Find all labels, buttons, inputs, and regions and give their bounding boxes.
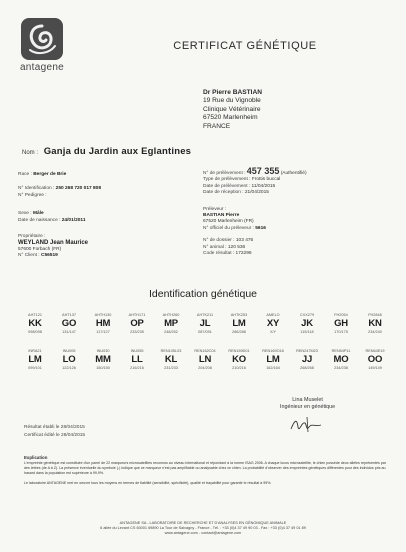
recipient-line: 67520 Marlenheim: [203, 114, 258, 122]
naissance-label: Date de naissance :: [18, 217, 61, 223]
marker-genotype: KN: [368, 318, 382, 329]
marker-code: AHTK211: [196, 313, 214, 317]
marker-genotype: LN: [198, 354, 212, 365]
dossier-value: 103 476: [235, 238, 254, 244]
marker-genotype: OP: [130, 318, 144, 329]
markers-row-1: [18, 312, 392, 335]
marker-genotype: LM: [232, 318, 246, 329]
date-reception-label: Date de réception :: [203, 190, 244, 196]
explication-text: L'empreinte génétique est constituée d'un panel de 22 marqueurs microsatellites reconnus au niveau international et répondant à la norme ISAG 2006. A chaque locus microsatellite, le chien possède deux allèles représentés par des lettres (de A à Z). La présence éventuelle du symbole (-) indique que ce marqueur n'est pas amplifiable ou analysable chez ce chien. La probabilité d'observer des empreintes génétiques différentes pour des individus pris au hasard dans la population est supérieure à 99,9%.: [24, 461, 386, 475]
marker-alleles: 087/091: [198, 330, 212, 334]
marker-cell: [358, 348, 392, 371]
recipient-line: FRANCE: [203, 122, 231, 130]
marker-alleles: 233/235: [130, 330, 144, 334]
marker-genotype: HM: [95, 318, 111, 329]
prelevement-label: N° de prélèvement :: [203, 171, 246, 176]
marker-code: AHTK253: [230, 313, 248, 317]
marker-alleles: 231/233: [164, 366, 178, 370]
identification-value: 250 268 720 017 808: [55, 186, 102, 192]
signer-name: Lina Muselet: [292, 397, 323, 403]
animal-label: N° animal :: [203, 244, 227, 250]
marker-genotype: KK: [28, 318, 42, 329]
ordinal-label: N° officiel du préleveur :: [203, 225, 254, 231]
marker-genotype: GH: [334, 318, 348, 329]
marker-genotype: LO: [62, 354, 76, 365]
marker-code: AHT137: [62, 313, 76, 317]
footer-line-3: www.antagene.com - contact@antagene.com: [164, 531, 242, 536]
sexe-label: Sexe :: [18, 211, 32, 217]
date-etabli: Résultat établi le 28/04/2015: [24, 425, 85, 430]
marker-alleles: 131/147: [62, 330, 76, 334]
date-reception-value: 21/04/2015: [244, 190, 269, 196]
explication-block: [24, 455, 386, 486]
marker-cell: [18, 348, 52, 371]
marker-genotype: MP: [164, 318, 178, 329]
explication-text-2: Le laboratoire ANTAGENE met en oeuvre tous les moyens en termes de fiabilité (sensibilité, spécificité), qualité et traçabilité pour garantir le résultat à 99%.: [24, 481, 272, 485]
client-label: N° Client :: [18, 253, 40, 259]
marker-alleles: 268/268: [300, 366, 314, 370]
marker-alleles: 234/238: [334, 366, 348, 370]
marker-code: AHTH130: [94, 313, 112, 317]
marker-alleles: 099/101: [28, 366, 42, 370]
marker-code: AHT121: [28, 313, 42, 317]
marker-genotype: OO: [367, 354, 383, 365]
marker-cell: [52, 348, 86, 371]
marker-code: REN54P11: [331, 349, 351, 353]
signature-block: [280, 397, 335, 411]
marker-code: INU030: [96, 349, 110, 353]
explication-heading: Explication: [24, 455, 48, 460]
marker-code: FH2054: [334, 313, 348, 317]
marker-code: INU005: [62, 349, 76, 353]
marker-code: AHTH260: [162, 313, 180, 317]
result-dates: [24, 424, 85, 440]
marker-cell: [222, 348, 256, 371]
date-edite: Certificat édité le 28/04/2015: [24, 433, 86, 438]
client-value: C56519: [41, 253, 58, 259]
marker-alleles: 210/216: [232, 366, 246, 370]
marker-alleles: 149/149: [368, 366, 382, 370]
recipient-name: Dr Pierre BASTIAN: [203, 89, 262, 96]
marker-cell: [86, 348, 120, 371]
marker-cell: [18, 312, 52, 335]
marker-cell: [86, 312, 120, 335]
marker-genotype: LM: [266, 354, 280, 365]
marker-cell: [188, 312, 222, 335]
date-prelevement-label: Date de prélèvement :: [203, 183, 251, 189]
dossier-label: N° de dossier :: [203, 238, 235, 244]
proprietaire-city: 57600 Forbach (FR): [18, 246, 62, 252]
marker-code: FH2848: [368, 313, 382, 317]
markers-row-2: [18, 348, 392, 371]
type-value: Frottis buccal: [251, 177, 281, 183]
preleveur-name: BASTIAN Pierre: [203, 213, 240, 219]
preleveur-city: 67520 Marlenheim (FR): [203, 219, 254, 225]
proprietaire-label: Propriétaire :: [18, 234, 46, 240]
marker-alleles: 162/164: [266, 366, 280, 370]
resultat-value: 172296: [235, 251, 252, 257]
marker-cell: [52, 312, 86, 335]
marker-alleles: 216/216: [130, 366, 144, 370]
recipient-address: [203, 89, 262, 131]
marker-cell: [222, 312, 256, 335]
marker-code: INRA21: [28, 349, 42, 353]
marker-code: AHTH171: [128, 313, 146, 317]
section-title: Identification génétique: [149, 288, 257, 300]
marker-genotype: KL: [164, 354, 178, 365]
dog-name-row: [22, 146, 191, 157]
marker-code: AMELO: [266, 313, 280, 317]
footer-line-2: 6 allée du Levant CS 60001 69890 La Tour de Salvagny - France - Tél. : +33 (0)4 37 49 90 03 - Fax : +33 (0)4 37 49 01 89: [100, 526, 306, 531]
race-value: Berger de Brie: [33, 172, 67, 177]
marker-alleles: 248/252: [164, 330, 178, 334]
date-prelevement-value: 11/04/2015: [251, 183, 276, 189]
marker-code: REN247M23: [296, 349, 318, 353]
marker-code: REN105L03: [160, 349, 182, 353]
marker-cell: [256, 312, 290, 335]
race-label: Race :: [18, 172, 32, 177]
prelevement-value: 457 355: [246, 166, 280, 176]
marker-genotype: JJ: [301, 354, 313, 365]
animal-value: 120 536: [227, 244, 246, 250]
marker-alleles: 115/118: [300, 330, 314, 334]
dog-info: [18, 172, 101, 260]
logo-text: antagene: [19, 62, 65, 73]
type-label: Type de prélèvement :: [203, 177, 251, 183]
marker-cell: [256, 348, 290, 371]
footer-line-1: ANTAGENE SA - LABORATOIRE DE RECHERCHE ET D'ANALYSES EN GÉNOMIQUE ANIMALE: [119, 521, 287, 525]
marker-genotype: MM: [95, 354, 111, 365]
marker-code: REN64E19: [365, 349, 385, 353]
antagene-swirl-logo-icon: [21, 18, 63, 60]
marker-genotype: LL: [131, 354, 143, 365]
marker-code: CXX279: [299, 313, 315, 317]
pedigree-label: N° Pedigree :: [18, 192, 47, 198]
marker-cell: [324, 348, 358, 371]
marker-alleles: 117/127: [96, 330, 110, 334]
marker-cell: [290, 312, 324, 335]
document-title: CERTIFICAT GÉNÉTIQUE: [173, 40, 317, 52]
marker-alleles: 122/126: [62, 366, 76, 370]
resultat-label: Code résultat :: [203, 251, 235, 257]
recipient-line: Clinique Vétérinaire: [203, 105, 261, 113]
marker-alleles: 150/150: [96, 366, 110, 370]
handwritten-signature: [287, 415, 327, 435]
marker-cell: [120, 312, 154, 335]
marker-genotype: JK: [301, 318, 313, 329]
naissance-value: 24/01/2011: [61, 217, 86, 223]
marker-genotype: KO: [232, 354, 246, 365]
identification-label: N° Identification :: [18, 186, 55, 192]
marker-alleles: 204/208: [198, 366, 212, 370]
marker-alleles: X/Y: [269, 330, 277, 334]
dog-name: Ganja du Jardin aux Eglantines: [43, 146, 192, 157]
marker-cell: [290, 348, 324, 371]
ordinal-value: 5616: [255, 225, 266, 231]
footer: [0, 521, 406, 537]
marker-genotype: GO: [61, 318, 77, 329]
marker-genotype: LM: [28, 354, 42, 365]
proprietaire-name: WEYLAND Jean Maurice: [18, 240, 89, 247]
marker-cell: [324, 312, 358, 335]
marker-alleles: 170/175: [334, 330, 348, 334]
marker-cell: [154, 348, 188, 371]
marker-code: REN169D01: [228, 349, 250, 353]
recipient-line: 19 Rue du Vignoble: [203, 97, 261, 105]
marker-alleles: 286/288: [232, 330, 246, 334]
marker-alleles: 098/098: [28, 330, 42, 334]
marker-cell: [188, 348, 222, 371]
marker-alleles: 234/240: [368, 330, 382, 334]
marker-code: REN169O18: [262, 349, 284, 353]
marker-cell: [154, 312, 188, 335]
antagene-logo: [12, 18, 72, 73]
prelevement-suffix: (Authentifié): [280, 171, 307, 176]
marker-code: INU055: [130, 349, 144, 353]
dog-name-label: Nom :: [22, 150, 39, 156]
marker-cell: [358, 312, 392, 335]
signer-role: Ingénieur en génétique: [280, 404, 336, 410]
marker-genotype: JL: [199, 318, 211, 329]
marker-code: REN162C04: [194, 349, 216, 353]
marker-genotype: MO: [333, 354, 349, 365]
preleveur-label: Préleveur :: [203, 206, 227, 212]
marker-genotype: XY: [266, 318, 280, 329]
sample-info: [203, 168, 307, 257]
marker-cell: [120, 348, 154, 371]
sexe-value: Mâle: [32, 211, 44, 217]
